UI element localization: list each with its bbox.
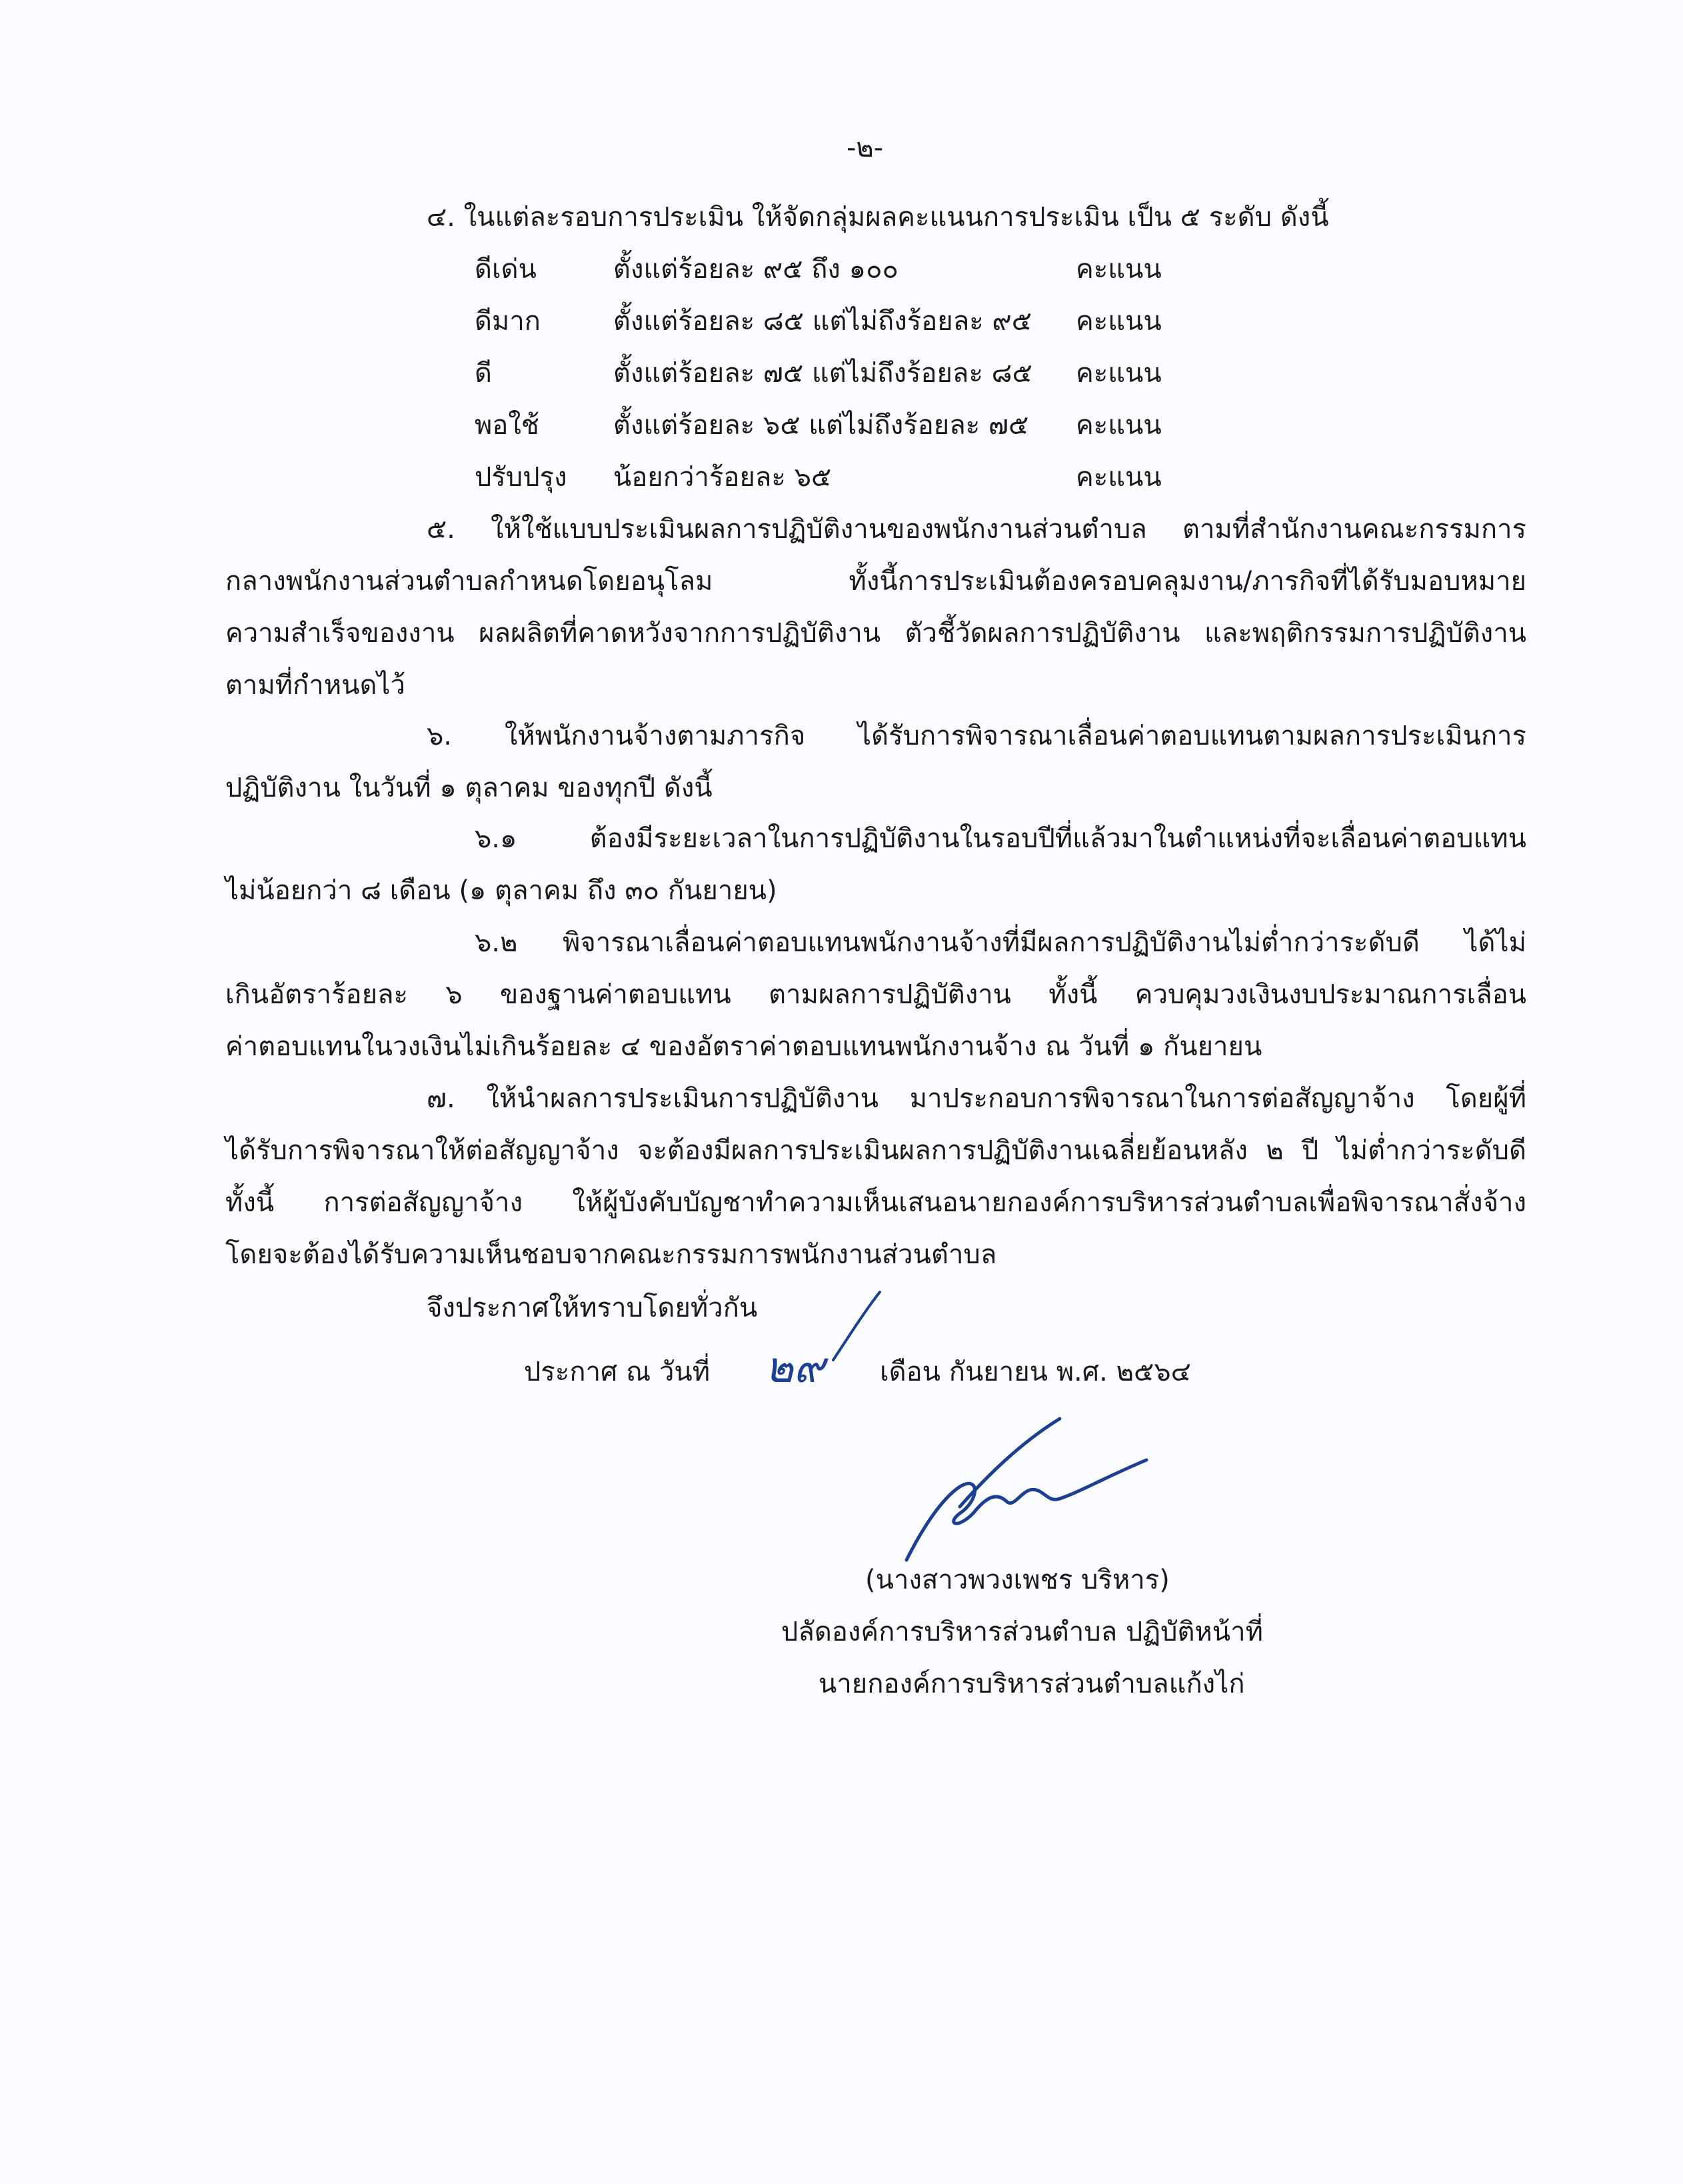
item6-1-line-1: ๖.๑ ต้องมีระยะเวลาในการปฏิบัติงานในรอบปีที่แล้วมาในตำแหน่งที่จะเลื่อนค่าตอบแทน [475, 823, 1526, 854]
signatory-name: (นางสาวพวงเพชร บริหาร) [865, 1565, 1170, 1595]
level-name: ปรับปรุง [475, 462, 567, 493]
item5-line-3: ความสำเร็จของงาน ผลผลิตที่คาดหวังจากการปฏิบัติงาน ตัวชี้วัดผลการปฏิบัติงาน และพฤติกรรมการปฏิบัติงาน [225, 618, 1526, 649]
level-unit: คะแนน [1076, 254, 1162, 285]
level-unit: คะแนน [1076, 462, 1162, 493]
date-suffix: เดือน กันยายน พ.ศ. ๒๕๖๔ [880, 1357, 1191, 1387]
signature [880, 1413, 1160, 1573]
level-unit: คะแนน [1076, 410, 1162, 441]
page-number: -๒- [846, 133, 884, 163]
level-name: ดีเด่น [475, 254, 537, 285]
item4-heading: ๔. ในแต่ละรอบการประเมิน ให้จัดกลุ่มผลคะแนนการประเมิน เป็น ๕ ระดับ ดังนี้ [427, 202, 1329, 233]
item5-line-2: กลางพนักงานส่วนตำบลกำหนดโดยอนุโลม ทั้งนี้การประเมินต้องครอบคลุมงาน/ภารกิจที่ได้รับมอบหมาย [225, 566, 1526, 597]
level-name: ดีมาก [475, 306, 541, 337]
level-name: ดี [475, 358, 492, 389]
closing-statement: จึงประกาศให้ทราบโดยทั่วกัน [427, 1293, 758, 1323]
level-unit: คะแนน [1076, 358, 1162, 389]
item7-line-4: โดยจะต้องได้รับความเห็นชอบจากคณะกรรมการพนักงานส่วนตำบล [225, 1239, 997, 1270]
level-name: พอใช้ [475, 410, 540, 441]
level-range: ตั้งแต่ร้อยละ ๙๕ ถึง ๑๐๐ [613, 254, 898, 285]
item6-2-line-1: ๖.๒ พิจารณาเลื่อนค่าตอบแทนพนักงานจ้างที่มีผลการปฏิบัติงานไม่ต่ำกว่าระดับดี ได้ไม่ [475, 927, 1526, 958]
item6-2-line-3: ค่าตอบแทนในวงเงินไม่เกินร้อยละ ๔ ของอัตราค่าตอบแทนพนักงานจ้าง ณ วันที่ ๑ กันยายน [225, 1031, 1262, 1062]
item6-line-1: ๖. ให้พนักงานจ้างตามภารกิจ ได้รับการพิจารณาเลื่อนค่าตอบแทนตามผลการประเมินการ [427, 721, 1526, 751]
level-range: ตั้งแต่ร้อยละ ๗๕ แต่ไม่ถึงร้อยละ ๘๕ [613, 358, 1032, 389]
item7-line-3: ทั้งนี้ การต่อสัญญาจ้าง ให้ผู้บังคับบัญชาทำความเห็นเสนอนายกองค์การบริหารส่วนตำบลเพื่อพิจารณาสั่งจ้าง [225, 1187, 1526, 1218]
level-range: น้อยกว่าร้อยละ ๖๕ [613, 462, 832, 493]
level-range: ตั้งแต่ร้อยละ ๖๕ แต่ไม่ถึงร้อยละ ๗๕ [613, 410, 1029, 441]
item5-line-4: ตามที่กำหนดไว้ [225, 670, 406, 701]
level-range: ตั้งแต่ร้อยละ ๘๕ แต่ไม่ถึงร้อยละ ๙๕ [613, 306, 1032, 337]
item5-line-1: ๕. ให้ใช้แบบประเมินผลการปฏิบัติงานของพนักงานส่วนตำบล ตามที่สำนักงานคณะกรรมการ [427, 514, 1526, 545]
handwritten-day-stroke [827, 1287, 886, 1367]
handwritten-day: ๒๙ [765, 1343, 825, 1393]
item7-line-1: ๗. ให้นำผลการประเมินการปฏิบัติงาน มาประกอบการพิจารณาในการต่อสัญญาจ้าง โดยผู้ที่ [427, 1083, 1526, 1114]
level-unit: คะแนน [1076, 306, 1162, 337]
date-prefix: ประกาศ ณ วันที่ [524, 1357, 711, 1387]
signatory-position-2: นายกองค์การบริหารส่วนตำบลแก้งไก่ [819, 1669, 1245, 1699]
item6-line-2: ปฏิบัติงาน ในวันที่ ๑ ตุลาคม ของทุกปี ดังนี้ [225, 773, 713, 803]
signatory-position-1: ปลัดองค์การบริหารส่วนตำบล ปฏิบัติหน้าที่ [781, 1617, 1263, 1647]
item7-line-2: ได้รับการพิจารณาให้ต่อสัญญาจ้าง จะต้องมีผลการประเมินผลการปฏิบัติงานเฉลี่ยย้อนหลัง ๒ ปี ไม่ต่ำกว่าระดับดี [225, 1135, 1526, 1166]
item6-2-line-2: เกินอัตราร้อยละ ๖ ของฐานค่าตอบแทน ตามผลการปฏิบัติงาน ทั้งนี้ ควบคุมวงเงินงบประมาณการเลื่อน [225, 979, 1526, 1010]
item6-1-line-2: ไม่น้อยกว่า ๘ เดือน (๑ ตุลาคม ถึง ๓๐ กันยายน) [225, 875, 777, 906]
